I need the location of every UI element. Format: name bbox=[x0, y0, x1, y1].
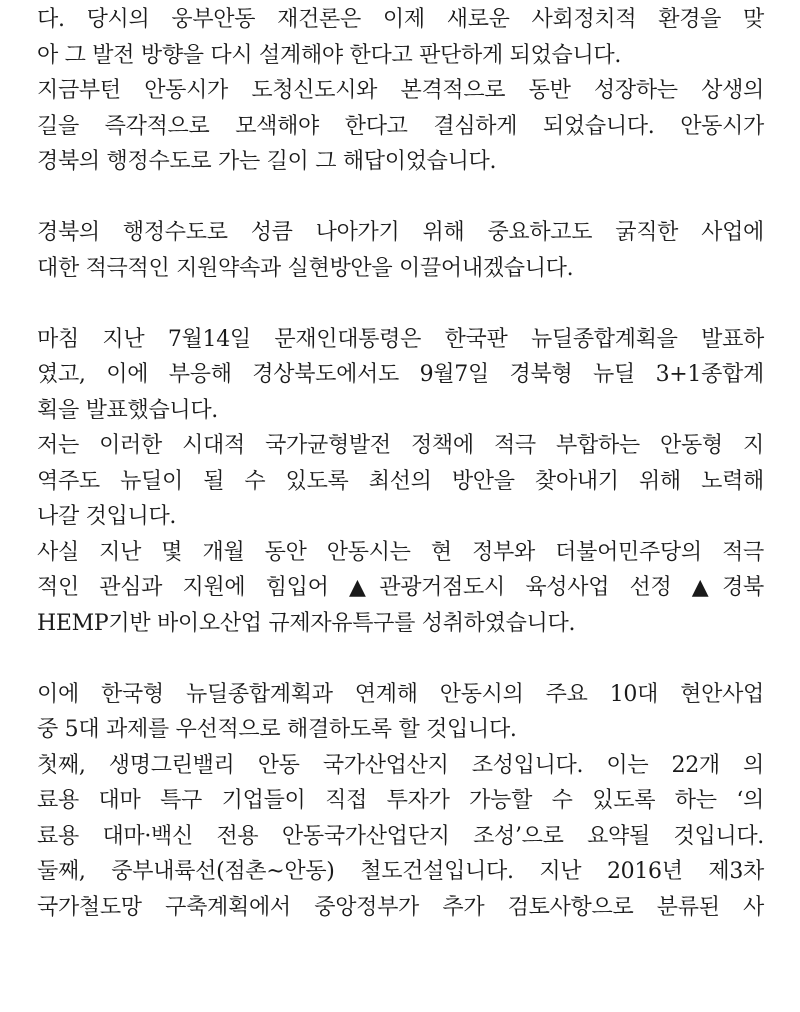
text-line: 중 5대 과제를 우선적으로 해결하도록 할 것입니다. bbox=[37, 717, 517, 742]
paragraph-9 bbox=[37, 854, 764, 925]
text-line: 였고, 이에 부응해 경상북도에서도 9월7일 경북형 뉴딜 3+1종합계 bbox=[37, 362, 764, 387]
text-line: 역주도 뉴딜이 될 수 있도록 최선의 방안을 찾아내기 위해 노력해 bbox=[37, 468, 764, 494]
text-line: 사실 지난 몇 개월 동안 안동시는 현 정부와 더불어민주당의 적극 bbox=[37, 539, 764, 565]
paragraph-4 bbox=[37, 322, 764, 429]
text-line: 획을 발표했습니다. bbox=[37, 397, 219, 423]
text-line: 국가철도망 구축계획에서 중앙정부가 추가 검토사항으로 분류된 사 bbox=[37, 894, 764, 920]
text-line: 경북의 행정수도로 성큼 나아가기 위해 중요하고도 굵직한 사업에 bbox=[37, 220, 764, 245]
paragraph-3 bbox=[37, 215, 764, 286]
text-line: 마침 지난 7월14일 문재인대통령은 한국판 뉴딜종합계획을 발표하 bbox=[37, 326, 764, 352]
text-line: 다. 당시의 웅부안동 재건론은 이제 새로운 사회정치적 환경을 맞 bbox=[37, 7, 764, 32]
text-line: 길을 즉각적으로 모색해야 한다고 결심하게 되었습니다. 안동시가 bbox=[37, 113, 764, 139]
text-line: 이에 한국형 뉴딜종합계획과 연계해 안동시의 주요 10대 현안사업 bbox=[37, 681, 764, 707]
text-line: 아 그 발전 방향을 다시 설계해야 한다고 판단하게 되었습니다. bbox=[37, 42, 622, 68]
paragraph-8 bbox=[37, 748, 764, 855]
text-line: 지금부턴 안동시가 도청신도시와 본격적으로 동반 성장하는 상생의 bbox=[37, 78, 764, 103]
text-line: 대한 적극적인 지원약속과 실현방안을 이끌어내겠습니다. bbox=[37, 255, 574, 281]
text-line: 료용 대마·백신 전용 안동국가산업단지 조성’으로 요약될 것입니다. bbox=[37, 823, 764, 849]
text-line: 둘째, 중부내륙선(점촌~안동) 철도건설입니다. 지난 2016년 제3차 bbox=[37, 859, 764, 884]
text-line: 경북의 행정수도로 가는 길이 그 해답이었습니다. bbox=[37, 149, 497, 174]
paragraph-7 bbox=[37, 677, 764, 748]
paragraph-gap bbox=[37, 641, 764, 677]
paragraph-5 bbox=[37, 428, 764, 535]
text-line: 저는 이러한 시대적 국가균형발전 정책에 적극 부합하는 안동형 지 bbox=[37, 433, 764, 458]
text-line: 나갈 것입니다. bbox=[37, 504, 177, 529]
text-line: 료용 대마 특구 기업들이 직접 투자가 가능할 수 있도록 하는 ‘의 bbox=[37, 788, 764, 813]
paragraph-gap bbox=[37, 286, 764, 322]
text-line: 첫째, 생명그린밸리 안동 국가산업산지 조성입니다. 이는 22개 의 bbox=[37, 752, 764, 778]
paragraph-gap bbox=[37, 180, 764, 216]
paragraph-2 bbox=[37, 73, 764, 180]
text-line: 적인 관심과 지원에 힘입어 ▲관광거점도시 육성사업 선정 ▲경북 bbox=[37, 575, 764, 600]
paragraph-6 bbox=[37, 535, 764, 642]
text-line: HEMP기반 바이오산업 규제자유특구를 성취하였습니다. bbox=[37, 610, 576, 636]
paragraph-1 bbox=[37, 2, 764, 73]
